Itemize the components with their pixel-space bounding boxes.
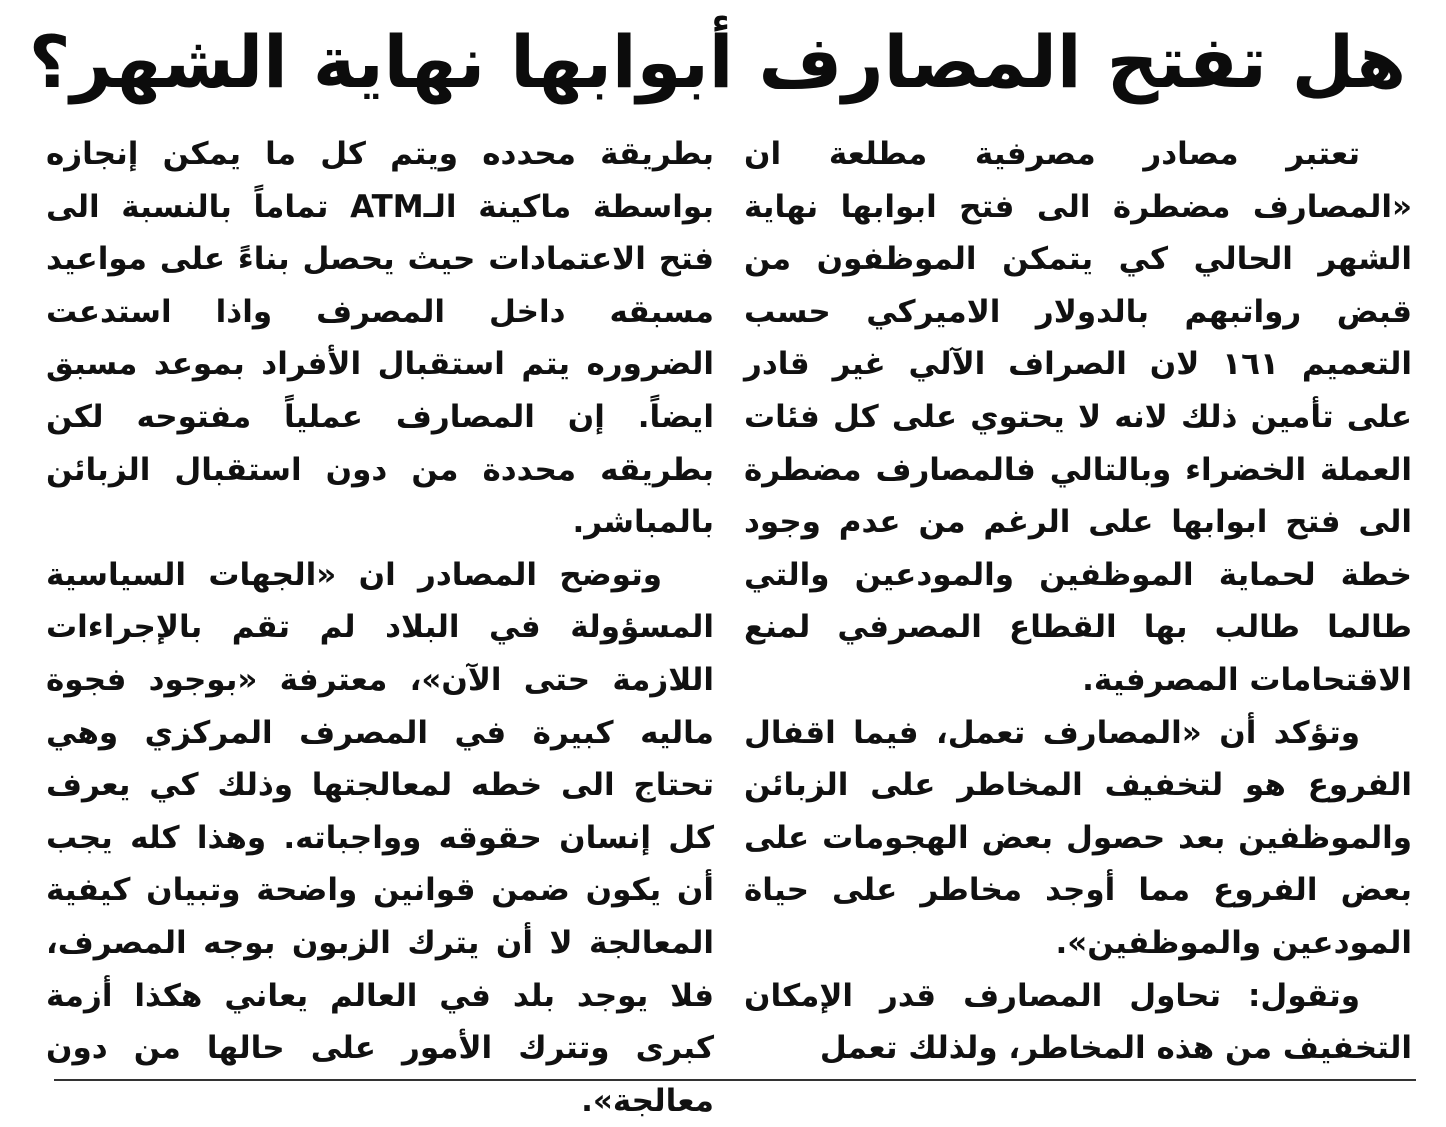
article-column-right [744, 128, 1412, 1067]
article-paragraph: وتؤكد أن «المصارف تعمل، فيما اقفال الفروع هو لتخفيف المخاطر على الزبائن والموظفين بعد حصول بعض الهجومات على بعض الفروع مما أوجد مخاطر على حياة المودعين والموظفين». [744, 714, 1412, 961]
article-paragraph: وتقول: تحاول المصارف قدر الإمكان التخفيف من هذه المخاطر، ولذلك تعمل [744, 977, 1412, 1067]
article-paragraph: بطريقة محدده ويتم كل ما يمكن إنجازه بواسطة ماكينة الـATM تماماً بالنسبة الى فتح الاعتمادات حيث يحصل بناءً على مواعيد مسبقه داخل المصرف واذا استدعت الضروره يتم استقبال الأفراد بموعد مسبق ايضاً. إن المصارف عملياً مفتوحه لكن بطريقه محددة من دون استقبال الزبائن بالمباشر. [46, 136, 714, 541]
article-headline: هل تفتح المصارف أبوابها نهاية الشهر؟ [28, 20, 1406, 104]
article-paragraph: وتوضح المصادر ان «الجهات السياسية المسؤولة في البلاد لم تقم بالإجراءات اللازمة حتى الآن»، معترفة «بوجود فجوة ماليه كبيرة في المصرف المركزي وهي تحتاج الى خطه لمعالجتها وذلك كي يعرف كل إنسان حقوقه وواجباته. وهذا كله يجب أن يكون ضمن قوانين واضحة وتبيان كيفية المعالجة لا أن يترك الزبون بوجه المصرف، فلا يوجد بلد في العالم يعاني هكذا أزمة كبرى وتترك الأمور على حالها من دون معالجة». [46, 556, 714, 1119]
article-column-left [46, 128, 714, 1119]
bottom-divider [54, 1079, 1416, 1081]
article-paragraph: تعتبر مصادر مصرفية مطلعة ان «المصارف مضطرة الى فتح ابوابها نهاية الشهر الحالي كي يتمكن الموظفون من قبض رواتبهم بالدولار الاميركي حسب التعميم ١٦١ لان الصراف الآلي غير قادر على تأمين ذلك لانه لا يحتوي على كل فئات العملة الخضراء وبالتالي فالمصارف مضطرة الى فتح ابوابها على الرغم من عدم وجود خطة لحماية الموظفين والمودعين والتي طالما طالب بها القطاع المصرفي لمنع الاقتحامات المصرفية. [744, 136, 1412, 698]
